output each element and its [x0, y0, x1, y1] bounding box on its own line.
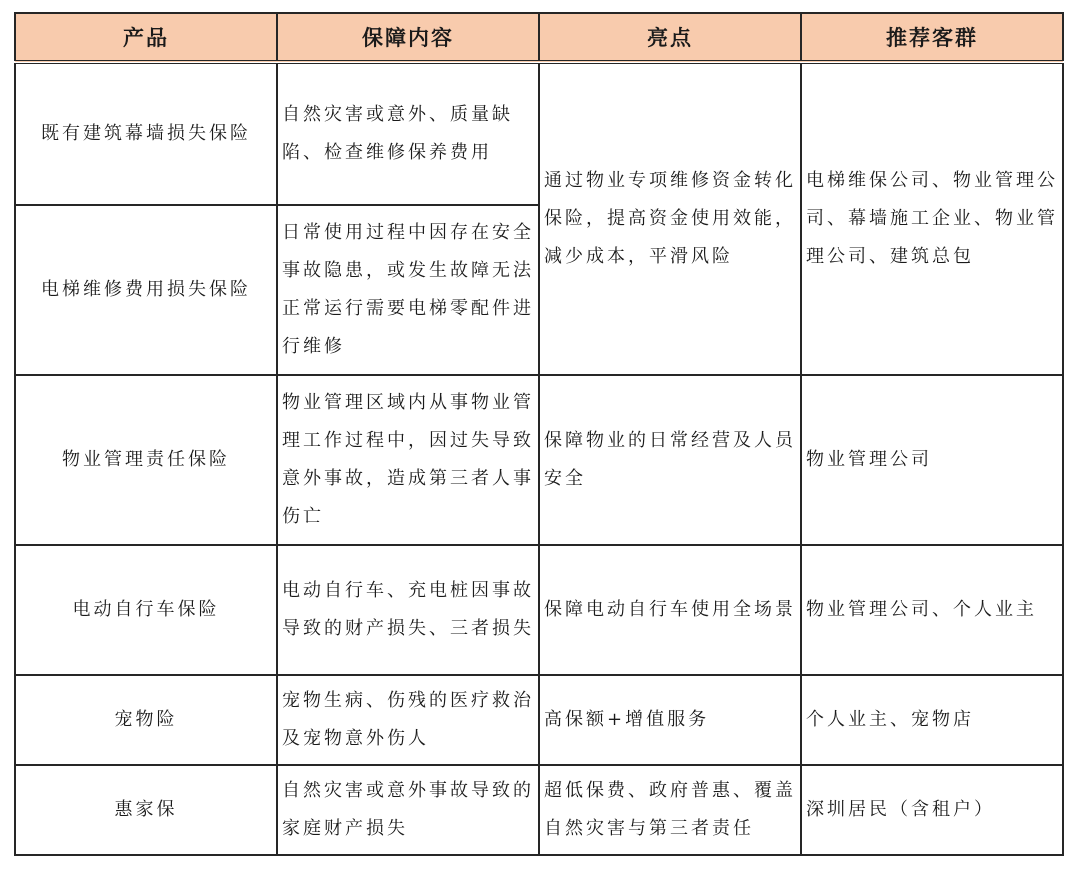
highlight-cell: 保障电动自行车使用全场景: [539, 545, 801, 675]
header-product: 产品: [15, 13, 277, 62]
product-cell: 电动自行车保险: [15, 545, 277, 675]
highlight-cell: 通过物业专项维修资金转化保险，提高资金使用效能，减少成本，平滑风险: [539, 62, 801, 375]
product-cell: 宠物险: [15, 675, 277, 765]
table-row: [15, 375, 1063, 545]
customers-cell: 物业管理公司: [801, 375, 1063, 545]
coverage-cell: 电动自行车、充电桩因事故导致的财产损失、三者损失: [277, 545, 539, 675]
product-cell: 惠家保: [15, 765, 277, 855]
highlight-cell: 超低保费、政府普惠、覆盖自然灾害与第三者责任: [539, 765, 801, 855]
customers-cell: 深圳居民（含租户）: [801, 765, 1063, 855]
header-highlight: 亮点: [539, 13, 801, 62]
coverage-cell: 日常使用过程中因存在安全事故隐患，或发生故障无法正常运行需要电梯零配件进行维修: [277, 205, 539, 375]
table-row: [15, 765, 1063, 855]
table-row: [15, 62, 1063, 205]
customers-cell: 物业管理公司、个人业主: [801, 545, 1063, 675]
product-cell: 既有建筑幕墙损失保险: [15, 62, 277, 205]
coverage-cell: 自然灾害或意外事故导致的家庭财产损失: [277, 765, 539, 855]
insurance-product-table-container: [14, 12, 1062, 856]
table-row: [15, 675, 1063, 765]
header-customers: 推荐客群: [801, 13, 1063, 62]
coverage-cell: 宠物生病、伤残的医疗救治及宠物意外伤人: [277, 675, 539, 765]
product-cell: 电梯维修费用损失保险: [15, 205, 277, 375]
customers-cell: 个人业主、宠物店: [801, 675, 1063, 765]
highlight-cell: 高保额+增值服务: [539, 675, 801, 765]
insurance-product-table: [14, 12, 1064, 856]
customers-cell: 电梯维保公司、物业管理公司、幕墙施工企业、物业管理公司、建筑总包: [801, 62, 1063, 375]
coverage-cell: 自然灾害或意外、质量缺陷、检查维修保养费用: [277, 62, 539, 205]
header-coverage: 保障内容: [277, 13, 539, 62]
table-header-row: [15, 13, 1063, 62]
highlight-cell: 保障物业的日常经营及人员安全: [539, 375, 801, 545]
table-row: [15, 545, 1063, 675]
coverage-cell: 物业管理区域内从事物业管理工作过程中，因过失导致意外事故，造成第三者人事伤亡: [277, 375, 539, 545]
product-cell: 物业管理责任保险: [15, 375, 277, 545]
